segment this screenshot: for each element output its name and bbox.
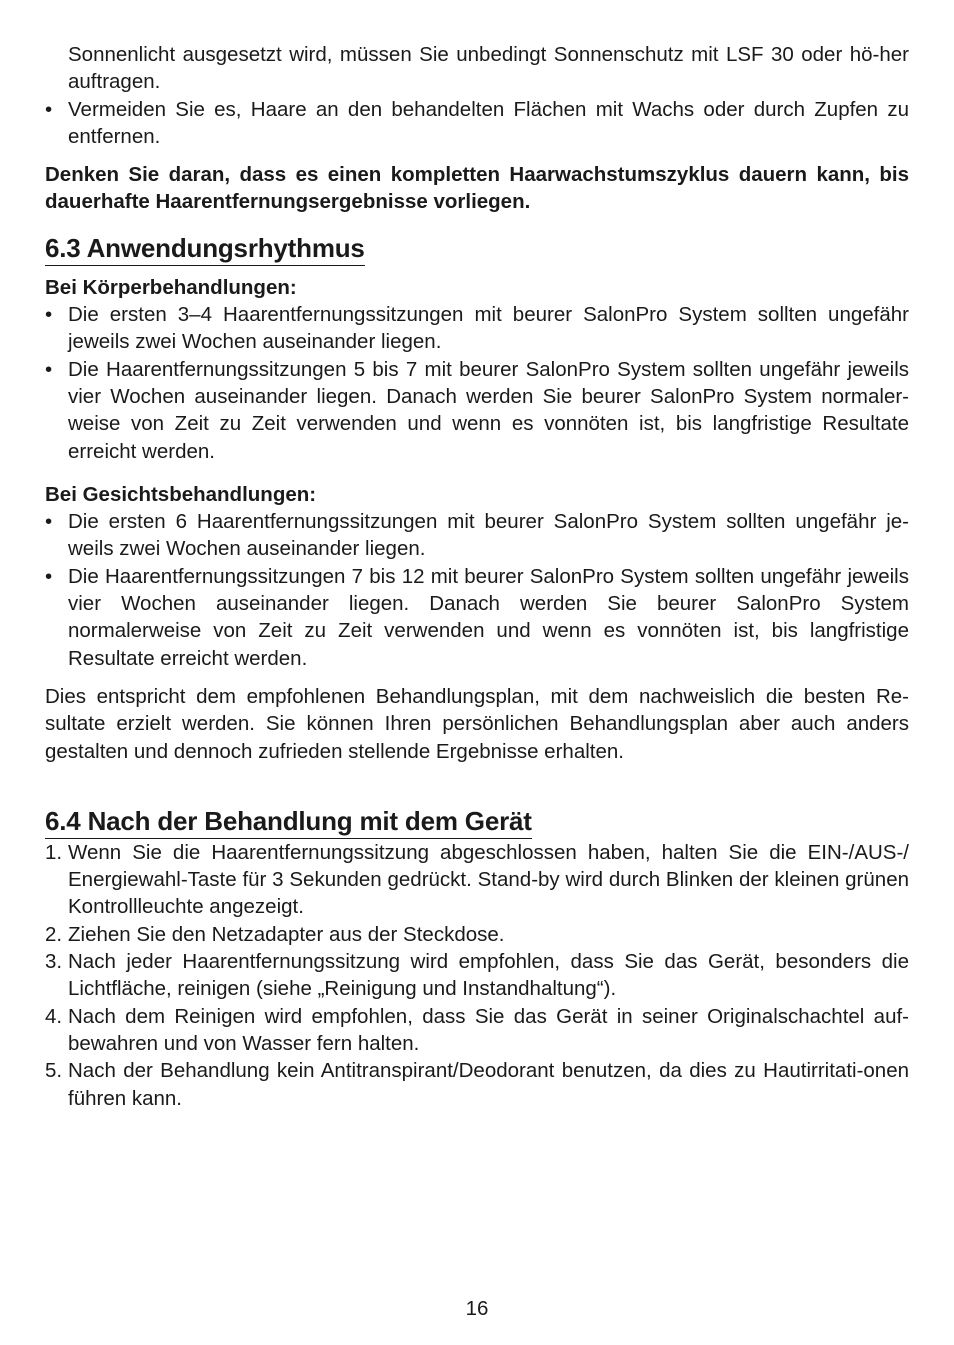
- intro-bullet-list: [45, 96, 909, 151]
- body-treatment-list: [45, 301, 909, 465]
- step-text: Nach jeder Haarentfernungssitzung wird empfohlen, dass Sie das Gerät, besonders die Lichtfläche, reinigen (siehe „Reinigung und Instandhaltung“).: [68, 950, 909, 1001]
- step-text: Ziehen Sie den Netzadapter aus der Steckdose.: [68, 922, 505, 946]
- important-note: Denken Sie daran, dass es einen kompletten Haarwachstumszyklus dauern kann, bis dauerhafte Haarentfernungsergebnisse vorliegen.: [45, 163, 909, 214]
- bullet-marker: •: [45, 97, 53, 121]
- bullet-marker: •: [45, 357, 53, 381]
- step-text: Nach dem Reinigen wird empfohlen, dass Sie das Gerät in seiner Originalschachtel auf-bewahren und von Wasser fern halten.: [68, 1004, 909, 1055]
- step-item: [45, 948, 909, 1003]
- subheading-body-treatments: Bei Körperbehandlungen:: [45, 275, 297, 299]
- step-item: [45, 839, 909, 921]
- list-item: [45, 508, 909, 563]
- list-item-text: Die ersten 3–4 Haarentfernungssitzungen mit beurer SalonPro System sollten ungefähr jeweils zwei Wochen auseinander liegen.: [68, 303, 909, 354]
- continuation-text: Sonnenlicht ausgesetzt wird, müssen Sie unbedingt Sonnenschutz mit LSF 30 oder hö-her auftragen.: [68, 43, 909, 94]
- page-number: 16: [465, 1297, 489, 1320]
- face-treatment-list: [45, 508, 909, 672]
- list-item: [45, 563, 909, 672]
- closing-paragraph: Dies entspricht dem empfohlenen Behandlungsplan, mit dem nachweislich die besten Re-sultate erzielt werden. Sie können Ihren persönlichen Behandlungsplan aber auch anders gestalten und dennoch zufrieden stellende Ergebnisse erhalten.: [45, 684, 909, 763]
- step-item: [45, 1057, 909, 1112]
- step-number: 1.: [45, 840, 63, 864]
- bullet-marker: •: [45, 303, 53, 327]
- subheading-face-treatments: Bei Gesichtsbehandlungen:: [45, 482, 317, 506]
- bullet-marker: •: [45, 510, 53, 534]
- manual-page: [45, 41, 909, 1112]
- list-item-text: Die Haarentfernungssitzungen 7 bis 12 mit beurer SalonPro System sollten ungefähr jeweils vier Wochen auseinander liegen. Danach werden Sie beurer SalonPro System normalerweise von Zeit zu Zeit verwenden und wenn es vonnöten ist, bis langfristige Resultate erreicht werden.: [68, 564, 909, 670]
- list-item-text: Vermeiden Sie es, Haare an den behandelten Flächen mit Wachs oder durch Zupfen zu entfernen.: [68, 97, 909, 148]
- step-item: [45, 1003, 909, 1058]
- section-heading-6-3: 6.3 Anwendungsrhythmus: [45, 232, 365, 266]
- section-heading-wrapper: [45, 805, 909, 839]
- list-item: [45, 356, 909, 465]
- section-heading-wrapper: [45, 232, 909, 266]
- step-number: 5.: [45, 1059, 63, 1083]
- list-item-text: Die ersten 6 Haarentfernungssitzungen mit beurer SalonPro System sollten ungefähr je-weils zwei Wochen auseinander liegen.: [68, 510, 909, 561]
- step-number: 3.: [45, 950, 63, 974]
- step-number: 4.: [45, 1004, 63, 1028]
- after-treatment-steps: [45, 839, 909, 1112]
- step-number: 2.: [45, 922, 63, 946]
- section-heading-6-4: 6.4 Nach der Behandlung mit dem Gerät: [45, 805, 532, 839]
- list-item-text: Die Haarentfernungssitzungen 5 bis 7 mit beurer SalonPro System sollten ungefähr jeweils vier Wochen auseinander liegen. Danach werden Sie beurer SalonPro System normaler-weise von Zeit zu Zeit verwenden und wenn es vonnöten ist, bis langfristige Resultate erreicht werden.: [68, 357, 909, 463]
- step-text: Nach der Behandlung kein Antitranspirant/Deodorant benutzen, da dies zu Hautirritati-onen führen kann.: [68, 1059, 909, 1110]
- step-text: Wenn Sie die Haarentfernungssitzung abgeschlossen haben, halten Sie die EIN-/AUS-/ Energiewahl-Taste für 3 Sekunden gedrückt. Stand-by wird durch Blinken der kleinen grünen Kontrollleuchte angezeigt.: [68, 840, 909, 919]
- list-item: [45, 301, 909, 356]
- bullet-marker: •: [45, 564, 53, 588]
- list-item: [45, 96, 909, 151]
- step-item: [45, 921, 909, 948]
